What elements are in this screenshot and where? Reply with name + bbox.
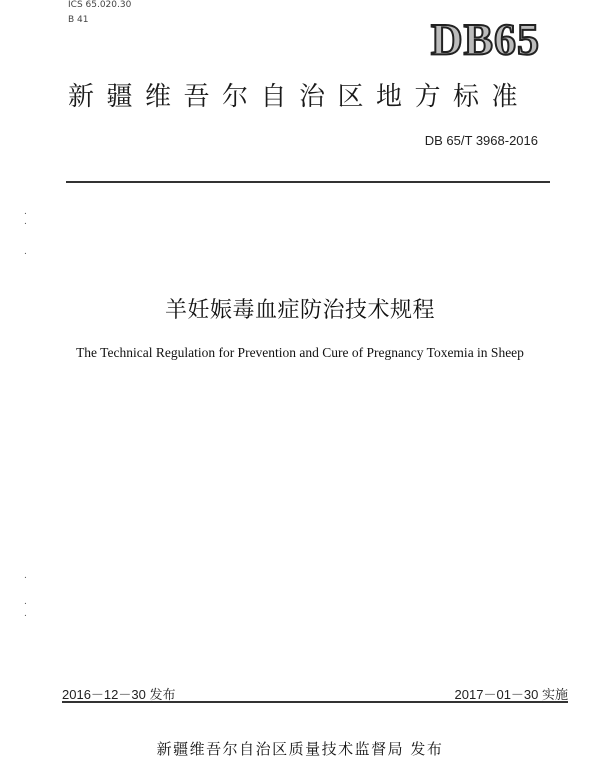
ics-code: ICS 65.020.30 [68,0,132,10]
margin-mark: . [24,247,27,257]
margin-mark: . [24,571,27,581]
publisher: 新疆维吾尔自治区质量技术监督局 发布 [156,740,444,758]
margin-mark: . [24,597,27,607]
standard-type-heading: 新疆维吾尔自治区地方标准 [68,82,531,112]
margin-mark: . [24,217,27,227]
implementation-date: 2017－01－30 实施 [454,687,568,702]
document-title-chinese: 羊妊娠毒血症防治技术规程 [164,298,435,323]
margin-mark: . [24,207,27,217]
standard-number: DB 65/T 3968-2016 [424,133,538,148]
header-divider [66,181,550,183]
footer-divider [62,701,568,703]
margin-mark: . [24,609,27,619]
issue-date: 2016－12－30 发布 [62,687,176,702]
document-title-english: The Technical Regulation for Prevention and Cure of Pregnancy Toxemia in Sheep [76,345,524,360]
db-logo: DB65 [430,15,540,64]
classification-code: B 41 [68,15,89,25]
